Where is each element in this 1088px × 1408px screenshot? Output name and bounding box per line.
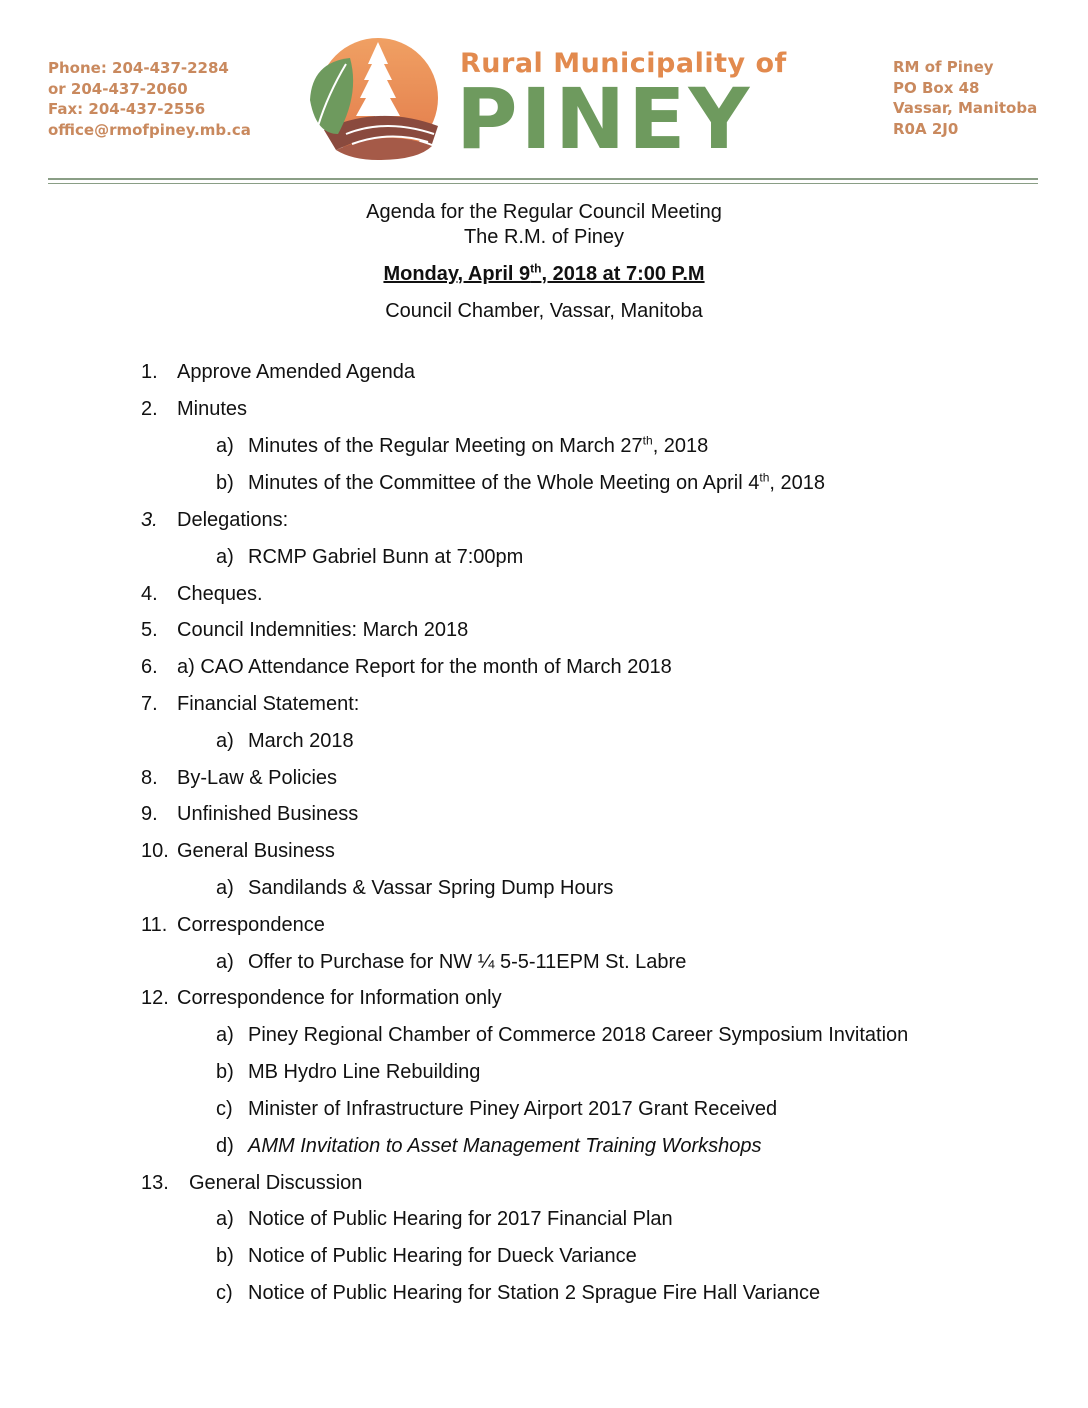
agenda-item-6 — [141, 656, 672, 679]
agenda-subitem-11a — [216, 951, 686, 974]
subitem-letter: b) — [216, 1061, 234, 1083]
item-text: a) CAO Attendance Report for the month of March 2018 — [177, 656, 672, 678]
agenda-item-13 — [141, 1172, 362, 1195]
subitem-letter: a) — [216, 730, 234, 752]
agenda-item-8 — [141, 767, 337, 790]
subitem-text: Sandilands & Vassar Spring Dump Hours — [248, 877, 614, 899]
meeting-location: Council Chamber, Vassar, Manitoba — [385, 300, 703, 322]
agenda-subitem-12c — [216, 1098, 777, 1121]
agenda-subitem-2a — [216, 435, 708, 458]
agenda-item-10 — [141, 840, 335, 863]
item-number: 5. — [141, 619, 158, 641]
item-number: 2. — [141, 398, 158, 420]
city-line: Vassar, Manitoba — [893, 99, 1038, 117]
item-text: General Discussion — [189, 1172, 363, 1194]
alt-phone-line: or 204-437-2060 — [48, 79, 188, 98]
meeting-date-time: , 2018 at 7:00 P.M — [541, 263, 705, 285]
subitem-text: Minutes of the Committee of the Whole Meeting on April 4 — [248, 472, 760, 494]
agenda-subitem-7a — [216, 730, 354, 753]
subitem-text: Piney Regional Chamber of Commerce 2018 Career Symposium Invitation — [248, 1024, 909, 1046]
phone-line: Phone: 204-437-2284 — [48, 59, 229, 77]
subitem-letter: a) — [216, 435, 234, 457]
agenda-subitem-2b — [216, 472, 825, 495]
subitem-letter: b) — [216, 1245, 234, 1267]
item-text: Correspondence — [177, 914, 325, 936]
item-text: Council Indemnities: March 2018 — [177, 619, 469, 641]
subitem-letter: d) — [216, 1135, 234, 1157]
agenda-item-1 — [141, 361, 415, 384]
contact-info-right — [893, 57, 1037, 139]
subitem-letter: b) — [216, 472, 234, 494]
ordinal-suffix: th — [759, 470, 770, 485]
municipality-logo-icon — [306, 34, 446, 166]
contact-info-left — [48, 58, 251, 140]
subitem-text-end: , 2018 — [769, 472, 825, 494]
po-box-line: PO Box 48 — [893, 78, 980, 97]
header-divider-secondary — [48, 183, 1038, 184]
agenda-item-12 — [141, 987, 502, 1010]
subitem-text: AMM Invitation to Asset Management Training Workshops — [248, 1135, 762, 1157]
subitem-text: RCMP Gabriel Bunn at 7:00pm — [248, 546, 524, 568]
item-text: Unfinished Business — [177, 803, 359, 825]
subitem-text: MB Hydro Line Rebuilding — [248, 1061, 481, 1083]
item-number: 11. — [141, 914, 168, 936]
subitem-text: Minister of Infrastructure Piney Airport 2017 Grant Received — [248, 1098, 778, 1120]
agenda-item-2 — [141, 398, 247, 421]
email-line: office@rmofpiney.mb.ca — [48, 120, 251, 139]
agenda-item-11 — [141, 914, 325, 937]
item-number: 13. — [141, 1172, 169, 1194]
subitem-letter: a) — [216, 1208, 234, 1230]
header-divider — [48, 178, 1038, 180]
item-number: 9. — [141, 803, 158, 825]
subitem-letter: c) — [216, 1282, 233, 1304]
item-number: 1. — [141, 361, 158, 383]
agenda-subitem-3a — [216, 546, 523, 569]
item-text: Financial Statement: — [177, 693, 360, 715]
subitem-letter: a) — [216, 546, 234, 568]
item-number: 10. — [141, 840, 169, 862]
ordinal-suffix: th — [642, 433, 653, 448]
agenda-item-5 — [141, 619, 468, 642]
agenda-item-9 — [141, 803, 358, 826]
agenda-subitem-13b — [216, 1245, 637, 1268]
item-text: By-Law & Policies — [177, 767, 338, 789]
subitem-text: Minutes of the Regular Meeting on March 27 — [248, 435, 643, 457]
subitem-letter: a) — [216, 951, 234, 973]
agenda-item-4 — [141, 583, 263, 606]
item-text: Correspondence for Information only — [177, 987, 502, 1009]
agenda-subitem-13a — [216, 1208, 673, 1231]
subitem-letter: c) — [216, 1098, 233, 1120]
item-text: General Business — [177, 840, 335, 862]
agenda-subitem-12a — [216, 1024, 908, 1047]
subitem-letter: a) — [216, 1024, 234, 1046]
item-text: Delegations: — [177, 509, 289, 531]
item-text: Approve Amended Agenda — [177, 361, 415, 383]
logo-title-text: Rural Municipality of — [460, 48, 787, 79]
item-number: 8. — [141, 767, 158, 789]
fax-line: Fax: 204-437-2556 — [48, 100, 206, 118]
item-number: 12. — [141, 987, 169, 1009]
agenda-subitem-12d — [216, 1135, 762, 1158]
agenda-subitem-13c — [216, 1282, 820, 1305]
postal-code-line: R0A 2J0 — [893, 119, 959, 138]
item-number: 6. — [141, 656, 158, 678]
address-name-line: RM of Piney — [893, 58, 994, 76]
subitem-text: March 2018 — [248, 730, 354, 752]
meeting-date-main: Monday, April 9 — [383, 263, 531, 285]
subitem-text: Notice of Public Hearing for Dueck Variance — [248, 1245, 637, 1267]
agenda-subtitle: The R.M. of Piney — [463, 226, 625, 248]
agenda-title: Agenda for the Regular Council Meeting — [366, 201, 722, 223]
agenda-subitem-12b — [216, 1061, 480, 1084]
item-number: 7. — [141, 693, 158, 715]
subitem-letter: a) — [216, 877, 234, 899]
item-text: Minutes — [177, 398, 248, 420]
subitem-text: Notice of Public Hearing for Station 2 Sprague Fire Hall Variance — [248, 1282, 821, 1304]
item-number: 4. — [141, 583, 158, 605]
subitem-text-end: , 2018 — [652, 435, 709, 457]
item-number: 3. — [141, 509, 158, 531]
item-text: Cheques. — [177, 583, 263, 605]
subitem-text: Offer to Purchase for NW ¼ 5-5-11EPM St. Labre — [248, 951, 687, 973]
logo-name-text: PINEY — [456, 70, 753, 168]
subitem-text: Notice of Public Hearing for 2017 Financial Plan — [248, 1208, 673, 1230]
meeting-date — [0, 263, 1088, 286]
agenda-item-3 — [141, 509, 288, 532]
meeting-date-suffix: th — [530, 261, 542, 276]
agenda-subitem-10a — [216, 877, 613, 900]
agenda-item-7 — [141, 693, 359, 716]
